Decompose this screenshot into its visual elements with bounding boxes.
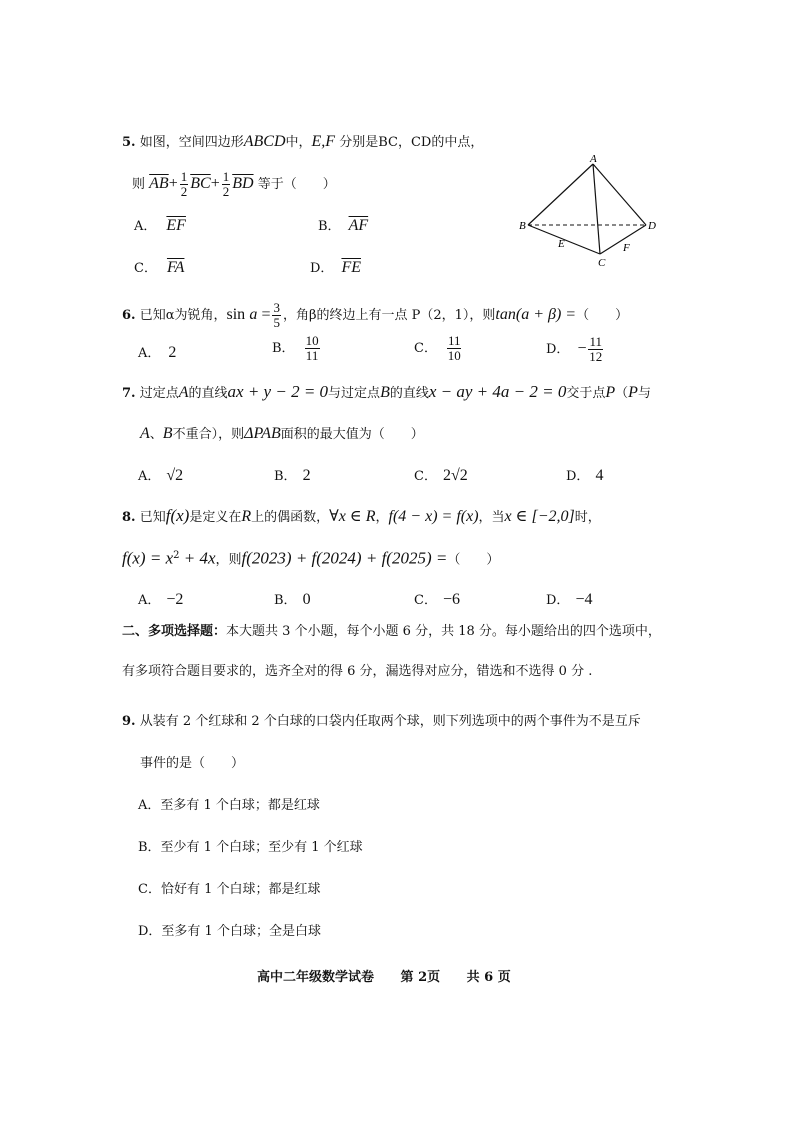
q8-option-a-value: −2 <box>166 591 184 608</box>
q8-comma: ， <box>375 510 389 525</box>
q9-stem2: 事件的是（ ） <box>140 756 245 771</box>
q5-mid: 中， <box>285 135 312 150</box>
q6-option-a-label: A． <box>138 346 161 361</box>
q8-option-c-value: −6 <box>442 591 460 608</box>
q5-option-d-vec: $\overline{FE}$ <box>341 259 361 276</box>
q5-line2 <box>132 170 336 199</box>
vertex-a-label: A <box>590 153 597 165</box>
q5-option-a-vec: $\overline{EF}$ <box>166 217 186 234</box>
footer <box>257 970 511 986</box>
q6-option-b-frac: $\frac{10}{11}$ <box>305 333 319 363</box>
q7-stem2: 的直线 <box>188 386 228 401</box>
q7-l2-tail: 面积的最大值为（ ） <box>280 427 424 442</box>
q9-option-d[interactable]: D．至多有 1 个白球；全是白球 <box>138 924 321 939</box>
q6-option-d[interactable] <box>546 334 605 365</box>
q6-stem <box>122 300 628 331</box>
q5-tail: 分别是BC，CD的中点， <box>339 135 484 150</box>
q6-option-a[interactable] <box>138 338 176 369</box>
q7-line1 <box>122 384 651 402</box>
q7-line2-eq: x − ay + 4a − 2 = 0 <box>428 382 567 401</box>
q7-stem4: 的直线 <box>389 386 429 401</box>
q8-stem1: 已知 <box>139 510 166 525</box>
q7-point-a: A <box>178 384 189 401</box>
q7-stem1: 过定点 <box>139 386 179 401</box>
q5-tetrahedron-figure <box>514 150 664 270</box>
q8-option-a-label: A． <box>138 593 161 608</box>
q6-option-c-frac: $\frac{11}{10}$ <box>447 333 461 363</box>
q8-option-b[interactable] <box>274 592 311 609</box>
q7-option-c-value: 2√2 <box>442 467 468 484</box>
q5-plus-2: + <box>210 175 220 192</box>
q8-option-d-label: D． <box>546 593 570 608</box>
q5-option-c-vec: $\overline{FA}$ <box>166 259 185 276</box>
q7-number: 7. <box>122 386 136 401</box>
section2-line1 <box>122 624 661 640</box>
q5-equals: 等于（ ） <box>257 177 336 192</box>
q7-option-b[interactable] <box>274 468 311 485</box>
q6-option-c[interactable] <box>414 334 463 364</box>
q7-stem5: 交于点 <box>566 386 606 401</box>
q7-l2-b: B <box>162 425 173 442</box>
vertex-d-label: D <box>648 220 656 232</box>
point-e-label: E <box>558 238 565 250</box>
q5-option-b-vec: $\overline{AF}$ <box>348 217 369 234</box>
q7-option-d[interactable] <box>566 468 603 485</box>
q6-paren: （ ） <box>576 308 629 323</box>
q8-stem2: 是定义在 <box>189 510 242 525</box>
q6-sin: sin <box>226 306 246 323</box>
q5-line1 <box>122 134 483 151</box>
section2-desc2: 有多项符合题目要求的，选齐全对的得 6 分，漏选得对应分，错选和不选得 0 分 . <box>122 664 593 679</box>
q8-r: R <box>241 508 252 525</box>
q5-option-b-label: B． <box>318 219 341 234</box>
q6-fraction: $\frac{3}{5}$ <box>273 300 280 330</box>
q9-line1 <box>122 714 641 730</box>
q8-option-d[interactable] <box>546 592 592 609</box>
q8-stem5: 时， <box>574 510 601 525</box>
q8-number: 8. <box>122 510 136 525</box>
q5-half-1: $\frac{1}{2}$ <box>180 169 188 199</box>
q5-vec-ab: $\overline{AB}$ <box>149 175 169 192</box>
q7-option-b-label: B． <box>274 469 297 484</box>
q5-number: 5. <box>122 135 136 150</box>
q8-line2 <box>122 548 499 568</box>
q8-l2-rest: + 4x <box>179 548 216 568</box>
q8-l2-sup: 2 <box>173 550 180 561</box>
q5-ef: E,F <box>311 133 336 150</box>
q5-option-d-label: D． <box>310 261 334 276</box>
q8-forall: ∀x ∈ R <box>329 508 376 525</box>
q8-stem3: 上的偶函数， <box>251 510 330 525</box>
q8-option-d-value: −4 <box>575 591 593 608</box>
q8-option-b-label: B． <box>274 593 297 608</box>
q7-option-a-label: A． <box>138 469 161 484</box>
q5-option-c[interactable] <box>134 260 184 277</box>
q9-option-c[interactable]: C．恰好有 1 个白球；都是红球 <box>138 882 321 897</box>
q7-option-a-value: √2 <box>166 467 184 484</box>
q6-number: 6. <box>122 308 136 323</box>
q9-option-a[interactable]: A．至多有 1 个白球；都是红球 <box>138 798 320 813</box>
q6-tan: tan(a + β) = <box>495 306 577 323</box>
q7-l2-text: 不重合），则 <box>172 427 245 442</box>
q6-option-c-label: C． <box>414 341 437 356</box>
q7-option-c[interactable] <box>414 468 468 485</box>
q6-option-a-value: 2 <box>168 344 177 361</box>
q7-option-c-label: C． <box>414 469 437 484</box>
q8-l2-paren: （ ） <box>447 552 500 568</box>
q8-l2-sum: f(2023) + f(2024) + f(2025) = <box>241 548 448 568</box>
q9-option-b[interactable]: B．至少有 1 个白球；至少有 1 个红球 <box>138 840 363 855</box>
point-f-label: F <box>623 242 630 254</box>
q5-half-2: $\frac{1}{2}$ <box>222 169 230 199</box>
q5-option-c-label: C． <box>134 261 157 276</box>
q7-stem7: 与 <box>637 386 651 401</box>
q7-line2 <box>140 426 424 443</box>
q8-option-b-value: 0 <box>302 591 311 608</box>
footer-page: 第 2页 <box>400 970 441 985</box>
q6-stem2: ，角β的终边上有一点 P（2，1），则 <box>282 308 496 323</box>
q8-cond: x ∈ [−2,0] <box>504 508 575 525</box>
q9-stem1: 从装有 2 个红球和 2 个白球的口袋内任取两个球，则下列选项中的两个事件为不是互斥 <box>139 714 641 729</box>
q5-option-b[interactable] <box>318 218 368 235</box>
q8-option-a[interactable] <box>138 592 183 609</box>
q6-stem1: 已知α为锐角， <box>139 308 227 323</box>
q7-l2-sep: 、 <box>149 427 163 442</box>
section2-desc1: 本大题共 3 个小题，每个小题 6 分，共 18 分。每小题给出的四个选项中， <box>226 624 661 639</box>
q7-option-b-value: 2 <box>302 467 311 484</box>
q8-l2-f: f(x) = x <box>122 548 174 568</box>
q7-option-a[interactable] <box>138 468 183 485</box>
footer-title: 高中二年级数学试卷 <box>257 970 375 985</box>
q5-shape: ABCD <box>243 133 286 150</box>
q5-option-a[interactable] <box>134 218 186 235</box>
q6-option-d-sign: − <box>577 340 587 357</box>
q7-stem6: （ <box>615 386 629 401</box>
q7-stem3: 与过定点 <box>328 386 381 401</box>
q5-prefix: 则 <box>132 177 146 192</box>
q5-option-d[interactable] <box>310 260 361 277</box>
q5-plus-1: + <box>168 175 178 192</box>
q8-eq1: f(4 − x) = f(x) <box>388 508 479 525</box>
q8-stem4: ，当 <box>478 510 505 525</box>
q5-option-a-label: A． <box>134 219 157 234</box>
q5-stem: 如图，空间四边形 <box>139 135 244 150</box>
q7-option-d-label: D． <box>566 469 590 484</box>
q5-vec-bc: $\overline{BC}$ <box>190 175 211 192</box>
q6-option-b[interactable] <box>272 334 322 364</box>
q8-fx: f(x) <box>165 506 190 525</box>
vertex-c-label: C <box>598 257 606 269</box>
q7-point-b: B <box>380 384 390 401</box>
q6-option-b-label: B． <box>272 341 295 356</box>
q9-number: 9. <box>122 714 136 729</box>
q5-vec-bd: $\overline{BD}$ <box>232 175 254 192</box>
q6-option-d-frac: $\frac{11}{12}$ <box>589 334 603 364</box>
q7-triangle: ΔPAB <box>244 425 281 442</box>
q7-line1-eq: ax + y − 2 = 0 <box>227 382 329 401</box>
vertex-b-label: B <box>519 220 526 232</box>
q6-option-d-label: D． <box>546 342 570 357</box>
section2-heading: 二、多项选择题： <box>122 624 227 639</box>
q7-point-p2: P <box>628 384 638 401</box>
q8-option-c[interactable] <box>414 592 460 609</box>
q7-point-p: P <box>605 384 616 401</box>
q7-l2-a: A <box>140 425 150 442</box>
q6-var: a <box>249 306 258 323</box>
footer-total: 共 6 页 <box>466 970 511 985</box>
q6-eq: = <box>261 306 271 323</box>
q8-option-c-label: C． <box>414 593 437 608</box>
q8-line1 <box>122 508 601 526</box>
q8-l2-mid: ，则 <box>215 552 242 568</box>
q7-option-d-value: 4 <box>595 467 604 484</box>
